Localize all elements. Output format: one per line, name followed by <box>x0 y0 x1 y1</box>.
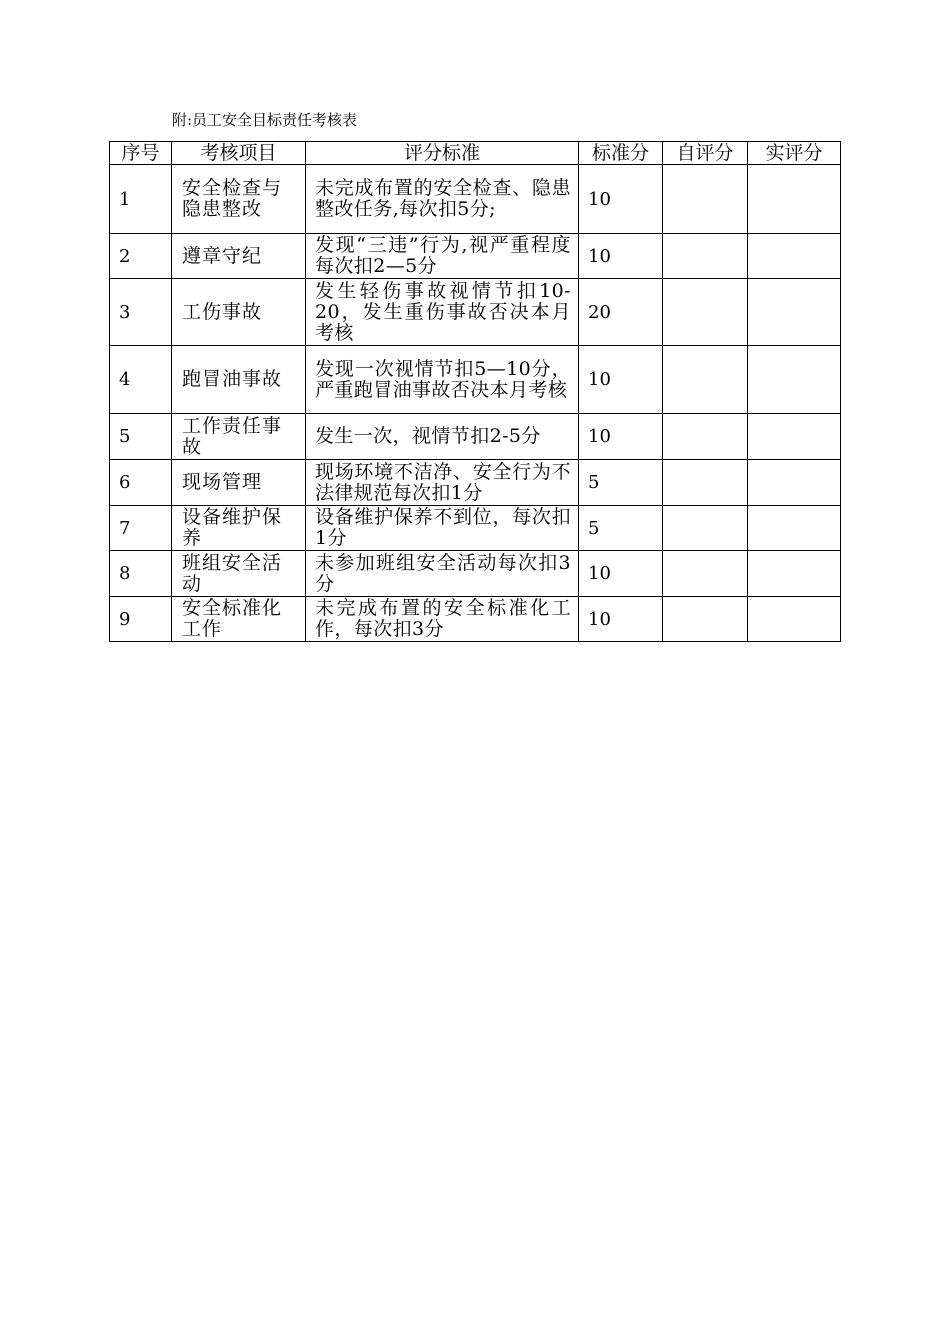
row-criteria: 发生一次，视情节扣2-5分 <box>306 414 579 460</box>
row-criteria: 设备维护保养不到位，每次扣1分 <box>306 506 579 551</box>
table-row <box>110 506 841 551</box>
row-standard-score: 10 <box>579 234 663 279</box>
row-actual-score[interactable] <box>748 165 841 234</box>
row-standard-score: 5 <box>579 460 663 506</box>
table-caption: 附:员工安全目标责任考核表 <box>172 111 358 129</box>
header-item: 考核项目 <box>172 142 306 165</box>
row-criteria: 发现一次视情节扣5—10分，严重跑冒油事故否决本月考核 <box>306 346 579 414</box>
row-no: 1 <box>110 165 172 234</box>
row-standard-score: 20 <box>579 279 663 346</box>
table-row <box>110 597 841 642</box>
row-actual-score[interactable] <box>748 279 841 346</box>
row-no: 6 <box>110 460 172 506</box>
row-self-score[interactable] <box>663 506 748 551</box>
table-row <box>110 460 841 506</box>
header-criteria: 评分标准 <box>306 142 579 165</box>
row-item: 现场管理 <box>172 460 306 506</box>
table-header-row <box>110 142 841 165</box>
row-actual-score[interactable] <box>748 346 841 414</box>
assessment-table <box>109 141 841 642</box>
row-standard-score: 10 <box>579 597 663 642</box>
row-no: 9 <box>110 597 172 642</box>
row-self-score[interactable] <box>663 414 748 460</box>
row-no: 5 <box>110 414 172 460</box>
header-self-score: 自评分 <box>663 142 748 165</box>
table-row <box>110 551 841 597</box>
row-self-score[interactable] <box>663 165 748 234</box>
row-actual-score[interactable] <box>748 506 841 551</box>
row-actual-score[interactable] <box>748 460 841 506</box>
row-self-score[interactable] <box>663 597 748 642</box>
row-actual-score[interactable] <box>748 234 841 279</box>
row-actual-score[interactable] <box>748 414 841 460</box>
header-actual-score: 实评分 <box>748 142 841 165</box>
row-self-score[interactable] <box>663 234 748 279</box>
header-no: 序号 <box>110 142 172 165</box>
table-row <box>110 279 841 346</box>
row-item: 跑冒油事故 <box>172 346 306 414</box>
row-no: 3 <box>110 279 172 346</box>
table-row <box>110 346 841 414</box>
row-criteria: 发现“三违”行为,视严重程度每次扣2—5分 <box>306 234 579 279</box>
row-self-score[interactable] <box>663 346 748 414</box>
row-standard-score: 10 <box>579 346 663 414</box>
row-criteria: 发生轻伤事故视情节扣10-20，发生重伤事故否决本月考核 <box>306 279 579 346</box>
row-no: 4 <box>110 346 172 414</box>
table-row <box>110 165 841 234</box>
row-criteria: 未参加班组安全活动每次扣3分 <box>306 551 579 597</box>
row-self-score[interactable] <box>663 460 748 506</box>
table-row <box>110 234 841 279</box>
row-item: 设备维护保养 <box>172 506 306 551</box>
row-item: 安全标准化工作 <box>172 597 306 642</box>
row-item: 遵章守纪 <box>172 234 306 279</box>
row-criteria: 现场环境不洁净、安全行为不法律规范每次扣1分 <box>306 460 579 506</box>
row-actual-score[interactable] <box>748 551 841 597</box>
row-standard-score: 10 <box>579 551 663 597</box>
row-self-score[interactable] <box>663 279 748 346</box>
row-standard-score: 10 <box>579 165 663 234</box>
row-standard-score: 10 <box>579 414 663 460</box>
row-item: 安全检查与隐患整改 <box>172 165 306 234</box>
row-item: 工作责任事故 <box>172 414 306 460</box>
row-actual-score[interactable] <box>748 597 841 642</box>
table-row <box>110 414 841 460</box>
row-no: 2 <box>110 234 172 279</box>
row-self-score[interactable] <box>663 551 748 597</box>
row-item: 工伤事故 <box>172 279 306 346</box>
header-standard-score: 标准分 <box>579 142 663 165</box>
row-item: 班组安全活动 <box>172 551 306 597</box>
row-no: 7 <box>110 506 172 551</box>
row-criteria: 未完成布置的安全检查、隐患整改任务,每次扣5分; <box>306 165 579 234</box>
row-criteria: 未完成布置的安全标准化工作，每次扣3分 <box>306 597 579 642</box>
row-standard-score: 5 <box>579 506 663 551</box>
row-no: 8 <box>110 551 172 597</box>
